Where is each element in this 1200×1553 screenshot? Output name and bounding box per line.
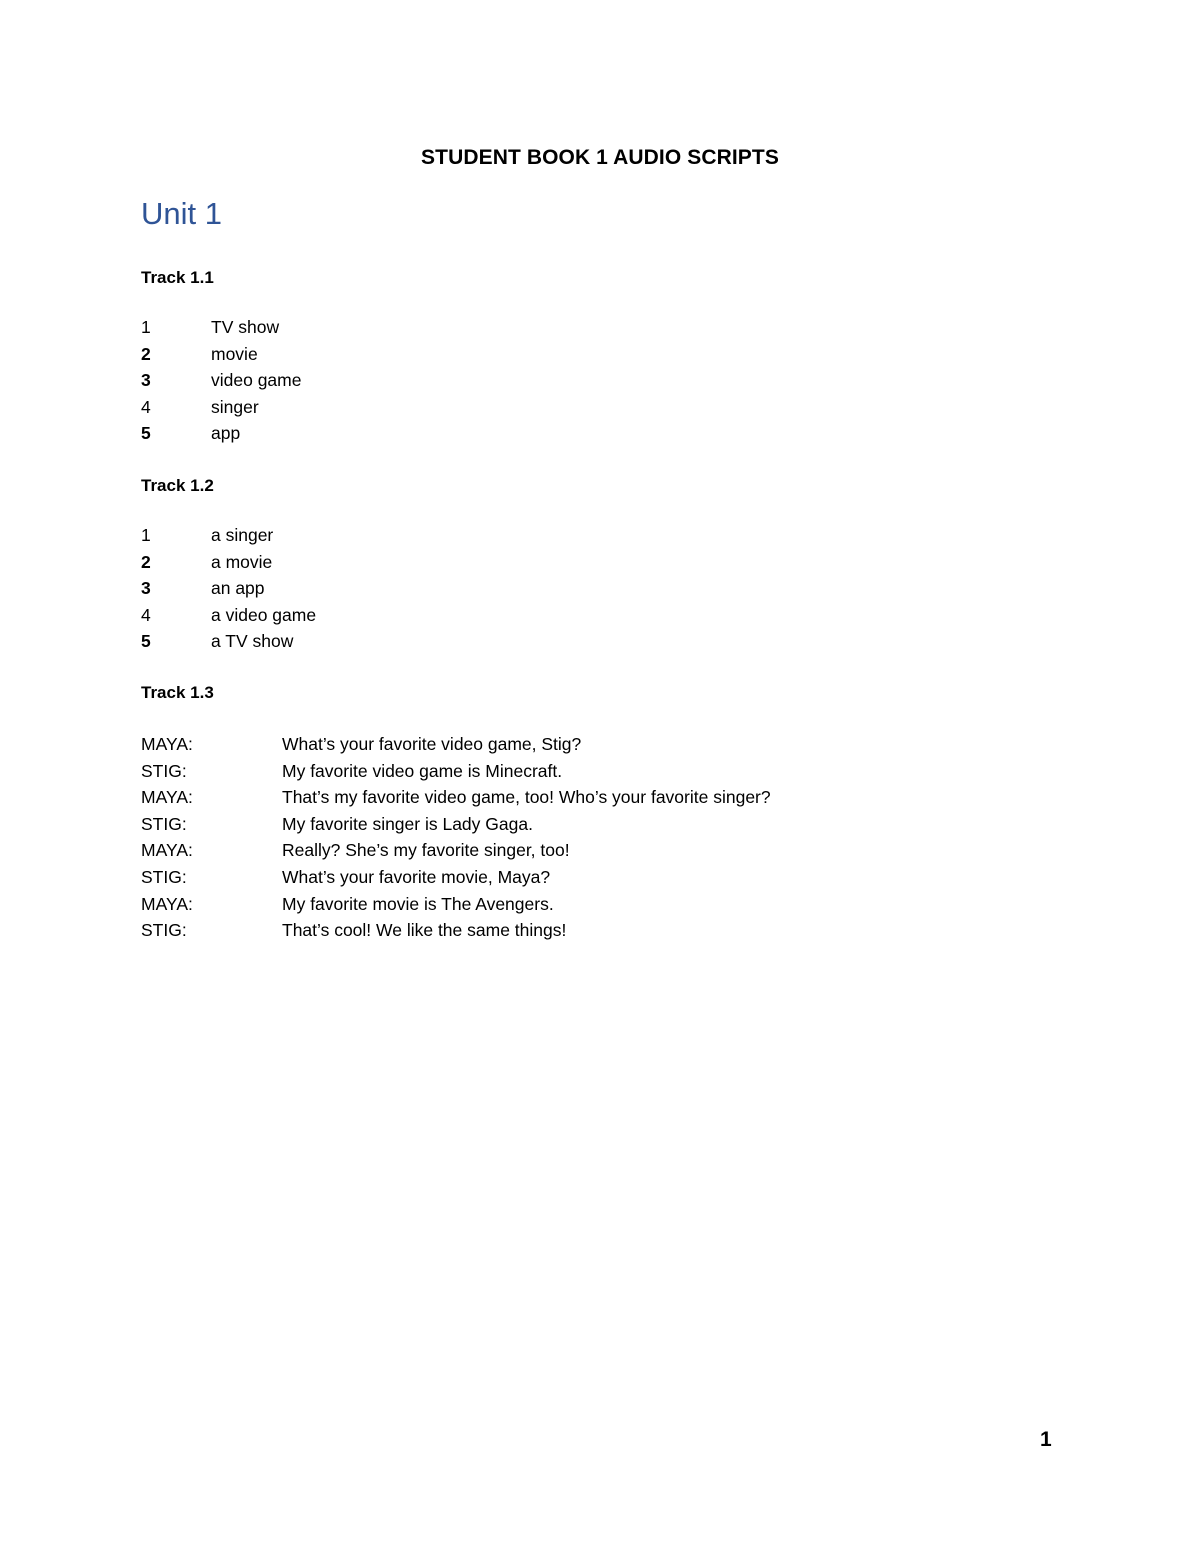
speaker-label: STIG: [141, 920, 187, 941]
page-number: 1 [1040, 1428, 1052, 1451]
speaker-label: MAYA: [141, 893, 193, 914]
dialogue-line [141, 891, 771, 918]
dialogue-line [141, 731, 771, 758]
item-number: 5 [141, 423, 151, 444]
item-number: 5 [141, 631, 151, 652]
speaker-label: MAYA: [141, 840, 193, 861]
dialogue-text: That’s my favorite video game, too! Who’s your favorite singer? [282, 787, 771, 808]
list-item [141, 575, 316, 602]
document-title: STUDENT BOOK 1 AUDIO SCRIPTS [421, 146, 779, 169]
track-heading-1-2: Track 1.2 [141, 476, 214, 495]
dialogue-text: Really? She’s my favorite singer, too! [282, 840, 570, 861]
speaker-label: STIG: [141, 866, 187, 887]
dialogue-line [141, 811, 771, 838]
dialogue-line [141, 837, 771, 864]
item-number: 3 [141, 370, 151, 391]
track-1-2-list [141, 522, 316, 655]
dialogue-line [141, 784, 771, 811]
speaker-label: MAYA: [141, 787, 193, 808]
speaker-label: STIG: [141, 813, 187, 834]
item-number: 4 [141, 604, 151, 625]
item-text: a singer [211, 525, 274, 545]
item-number: 2 [141, 343, 151, 364]
speaker-label: STIG: [141, 760, 187, 781]
dialogue-text: What’s your favorite movie, Maya? [282, 866, 551, 887]
list-item [141, 314, 301, 341]
item-number: 1 [141, 525, 151, 545]
track-1-1-list [141, 314, 301, 447]
list-item [141, 341, 301, 368]
list-item [141, 394, 301, 421]
unit-heading: Unit 1 [141, 196, 222, 231]
item-text: video game [211, 370, 302, 391]
track-heading-1-3: Track 1.3 [141, 683, 214, 702]
item-number: 1 [141, 317, 151, 337]
item-number: 4 [141, 396, 151, 417]
dialogue-line [141, 864, 771, 891]
dialogue-text: What’s your favorite video game, Stig? [282, 734, 582, 754]
list-item [141, 420, 301, 447]
list-item [141, 602, 316, 629]
dialogue-text: My favorite movie is The Avengers. [282, 893, 554, 914]
dialogue-text: My favorite singer is Lady Gaga. [282, 813, 533, 834]
list-item [141, 367, 301, 394]
list-item [141, 549, 316, 576]
dialogue-text: My favorite video game is Minecraft. [282, 760, 563, 781]
track-1-3-dialogue [141, 731, 771, 944]
speaker-label: MAYA: [141, 734, 193, 754]
item-text: TV show [211, 317, 280, 337]
item-text: a TV show [211, 631, 294, 652]
item-text: an app [211, 578, 265, 599]
track-heading-1-1: Track 1.1 [141, 268, 214, 287]
item-text: a movie [211, 551, 273, 572]
item-number: 2 [141, 551, 151, 572]
list-item [141, 628, 316, 655]
item-text: app [211, 423, 241, 444]
item-text: movie [211, 343, 258, 364]
item-number: 3 [141, 578, 151, 599]
item-text: a video game [211, 604, 317, 625]
dialogue-line [141, 917, 771, 944]
dialogue-text: That’s cool! We like the same things! [282, 920, 567, 941]
dialogue-line [141, 758, 771, 785]
item-text: singer [211, 396, 259, 417]
list-item [141, 522, 316, 549]
